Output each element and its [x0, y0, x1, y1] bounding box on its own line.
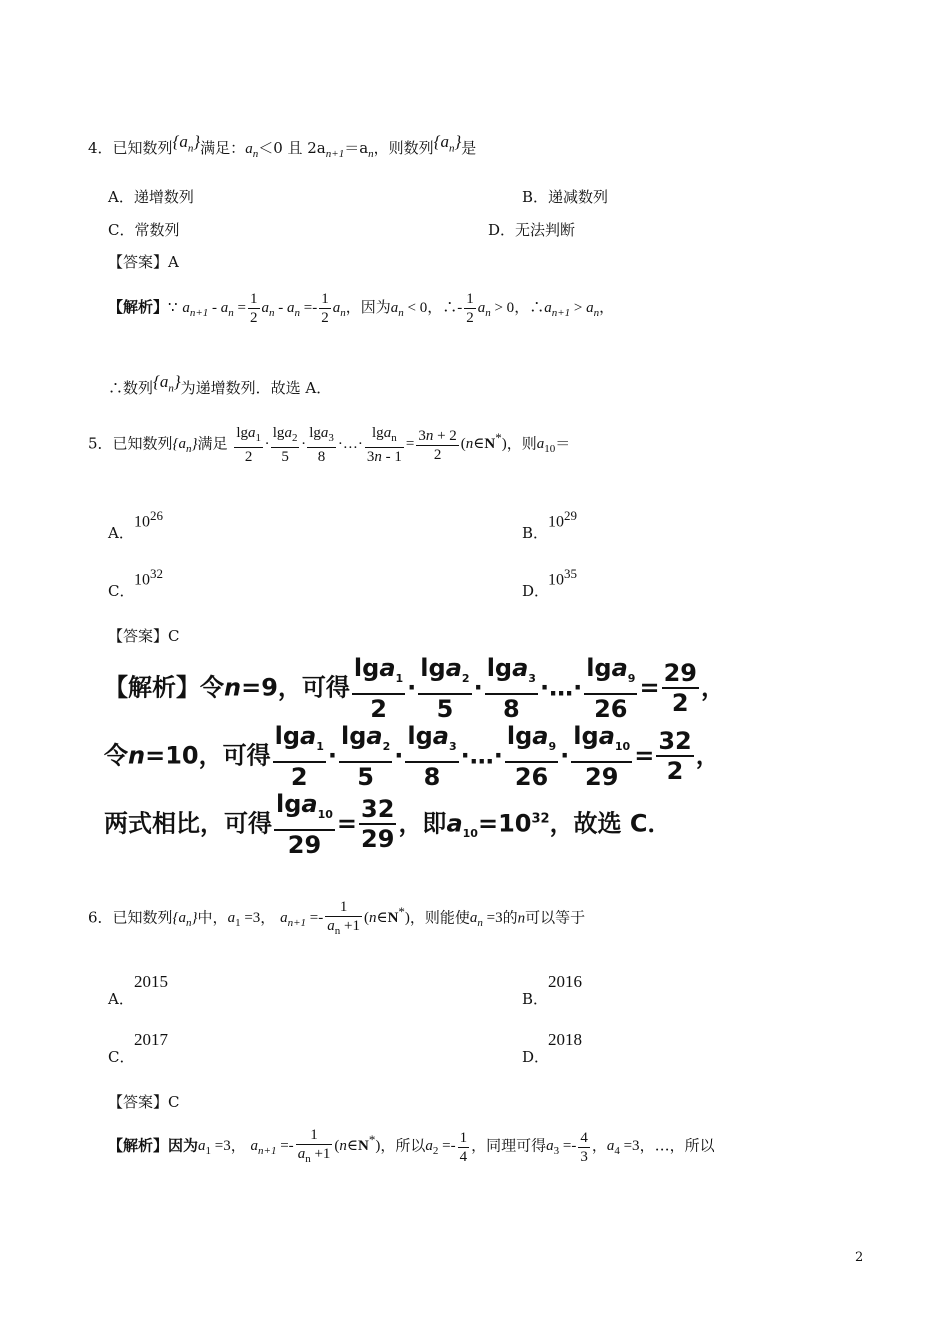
q4-seq-symbol-2: $\{a_n\}$ — [433, 132, 462, 155]
q5-option-b-value: $10^{29}$ — [548, 508, 577, 531]
q4-stem-text-2: 满足： — [200, 139, 246, 157]
q6-option-a: A． — [108, 990, 134, 1008]
q5-option-d-value: $10^{35}$ — [548, 566, 577, 589]
q4-option-b: B．递减数列 — [522, 188, 609, 206]
q4-cond-a: a — [245, 141, 253, 157]
q4-cond-text: ＜0 且 2a — [258, 139, 326, 157]
q5-a10: $a_{10}$ — [536, 436, 556, 456]
page-number: 2 — [855, 1250, 864, 1265]
q5-answer: 【答案】C — [108, 627, 180, 645]
q4-conclusion: ∴数列$\{a_n\}$为递增数列．故选 A． — [108, 372, 332, 397]
q6-option-c-value: 2017 — [134, 1030, 168, 1049]
q4-analysis-tag: 【解析】 — [108, 297, 169, 316]
q5-option-d: D． — [522, 582, 550, 600]
q4-seq-symbol-3: $\{a_n\}$ — [153, 372, 181, 395]
q4-analysis-formula-2: $a_n < 0$ — [390, 299, 428, 319]
q5-option-b: B． — [522, 524, 549, 542]
q6-option-b: B． — [522, 990, 549, 1008]
q6-stem: 6．已知数列$\{a_n\}$中，$a_1 =3$， $a_{n+1}$ =- $\frac{1}{a_n +1}$ (n∈N*)，则能使$a_n =3$的n可以等于 — [88, 899, 586, 937]
q5-analysis-line-2: 令n=10，可得 $\frac{\lg a_1}{2}$ · $\frac{\lg a_2}{5}$ · $\frac{\lg a_3}{8}$ ·…· $\frac{\lg a_9}{26}$ · $\frac{\lg a_{10}}{29}$ = $\frac{32}{2}$ ， — [104, 722, 720, 791]
q4-seq-symbol: $\{a_n\}$ — [172, 132, 201, 155]
q6-option-c: C． — [108, 1048, 135, 1066]
q4-stem: 4．已知数列$\{a_n\}$满足：$a_n<0$ 且 $2a_{n+1}=a_n$，则数列$\{a_n\}$是 — [88, 132, 477, 160]
q4-analysis-formula: $a_{n+1} - a_n$ = $\frac{1}{2}$ $a_n - a_n$ =- $\frac{1}{2}$ $a_n$ — [182, 291, 346, 326]
q5-option-c: C． — [108, 582, 135, 600]
q6-option-d: D． — [522, 1048, 550, 1066]
q5-option-a: A． — [108, 524, 134, 542]
q5-option-a-value: $10^{26}$ — [134, 508, 163, 531]
q6-analysis: 【解析】因为$a_1 =3$， $a_{n+1}$ =- $\frac{1}{a_n +1}$ (n∈N*)，所以$a_2$ =- $\frac{1}{4}$ ，同理可得$a_3$ =- $\frac{4}{3}$ ，$a_4 =3$，…，所以 — [108, 1127, 715, 1165]
q4-stem-text-3: ，则数列 — [373, 139, 434, 157]
q4-answer: 【答案】A — [108, 253, 179, 271]
q6-option-d-value: 2018 — [548, 1030, 582, 1049]
q4-option-c: C．常数列 — [108, 221, 180, 239]
q4-analysis-formula-4: $a_{n+1} > a_n$ — [544, 299, 600, 319]
q5-stem: 5．已知数列$\{a_n\}$满足 $\frac{\lg a_1}{2}$ · $\frac{\lg a_2}{5}$ · $\frac{\lg a_3}{8}$ ·…· $\frac{\lg a_n}{3n - 1}$ = $\frac{3n + 2}{2}$ (n∈N*)，则$a_{10}=$ — [88, 425, 571, 465]
q4-analysis-formula-3: - $\frac{1}{2}$ $a_n > 0$ — [457, 291, 515, 326]
q5-seq-symbol: $\{a_n\}$ — [172, 436, 198, 456]
q4-option-d: D．无法判断 — [488, 221, 576, 239]
q5-formula: $\frac{\lg a_1}{2}$ · $\frac{\lg a_2}{5}$ · $\frac{\lg a_3}{8}$ ·…· $\frac{\lg a_n}{3n - 1}$ = $\frac{3n + 2}{2}$ (n∈N*) — [236, 425, 507, 465]
q5-option-c-value: $10^{32}$ — [134, 566, 163, 589]
q4-option-a: A．递增数列 — [108, 188, 194, 206]
q5-analysis-line-1: 【解析】令n=9，可得 $\frac{\lg a_1}{2}$ · $\frac{\lg a_2}{5}$ · $\frac{\lg a_3}{8}$ ·…· $\frac{\lg a_9}{26}$ = $\frac{29}{2}$ ， — [104, 654, 725, 723]
q6-answer: 【答案】C — [108, 1093, 180, 1111]
q4-analysis: 【解析】∵ $a_{n+1} - a_n$ = $\frac{1}{2}$ $a_n - a_n$ =- $\frac{1}{2}$ $a_n$，因为$a_n < 0$，∴- $\frac{1}{2}$ $a_n > 0$，$\therefore a_{n+1} > a_n$， — [108, 291, 615, 326]
q6-option-a-value: 2015 — [134, 972, 168, 991]
q6-recurrence: $a_{n+1}$ =- $\frac{1}{a_n +1}$ (n∈N*) — [280, 899, 410, 937]
q4-stem-text: 4．已知数列 — [88, 139, 173, 157]
q5-analysis-line-3: 两式相比，可得 $\frac{\lg a_{10}}{29}$ = $\frac{32}{29}$ ，即$a_{10}=10^{32}$，故选 C． — [104, 790, 672, 859]
q6-option-b-value: 2016 — [548, 972, 582, 991]
q6-seq-symbol: $\{a_n\}$ — [172, 910, 198, 930]
